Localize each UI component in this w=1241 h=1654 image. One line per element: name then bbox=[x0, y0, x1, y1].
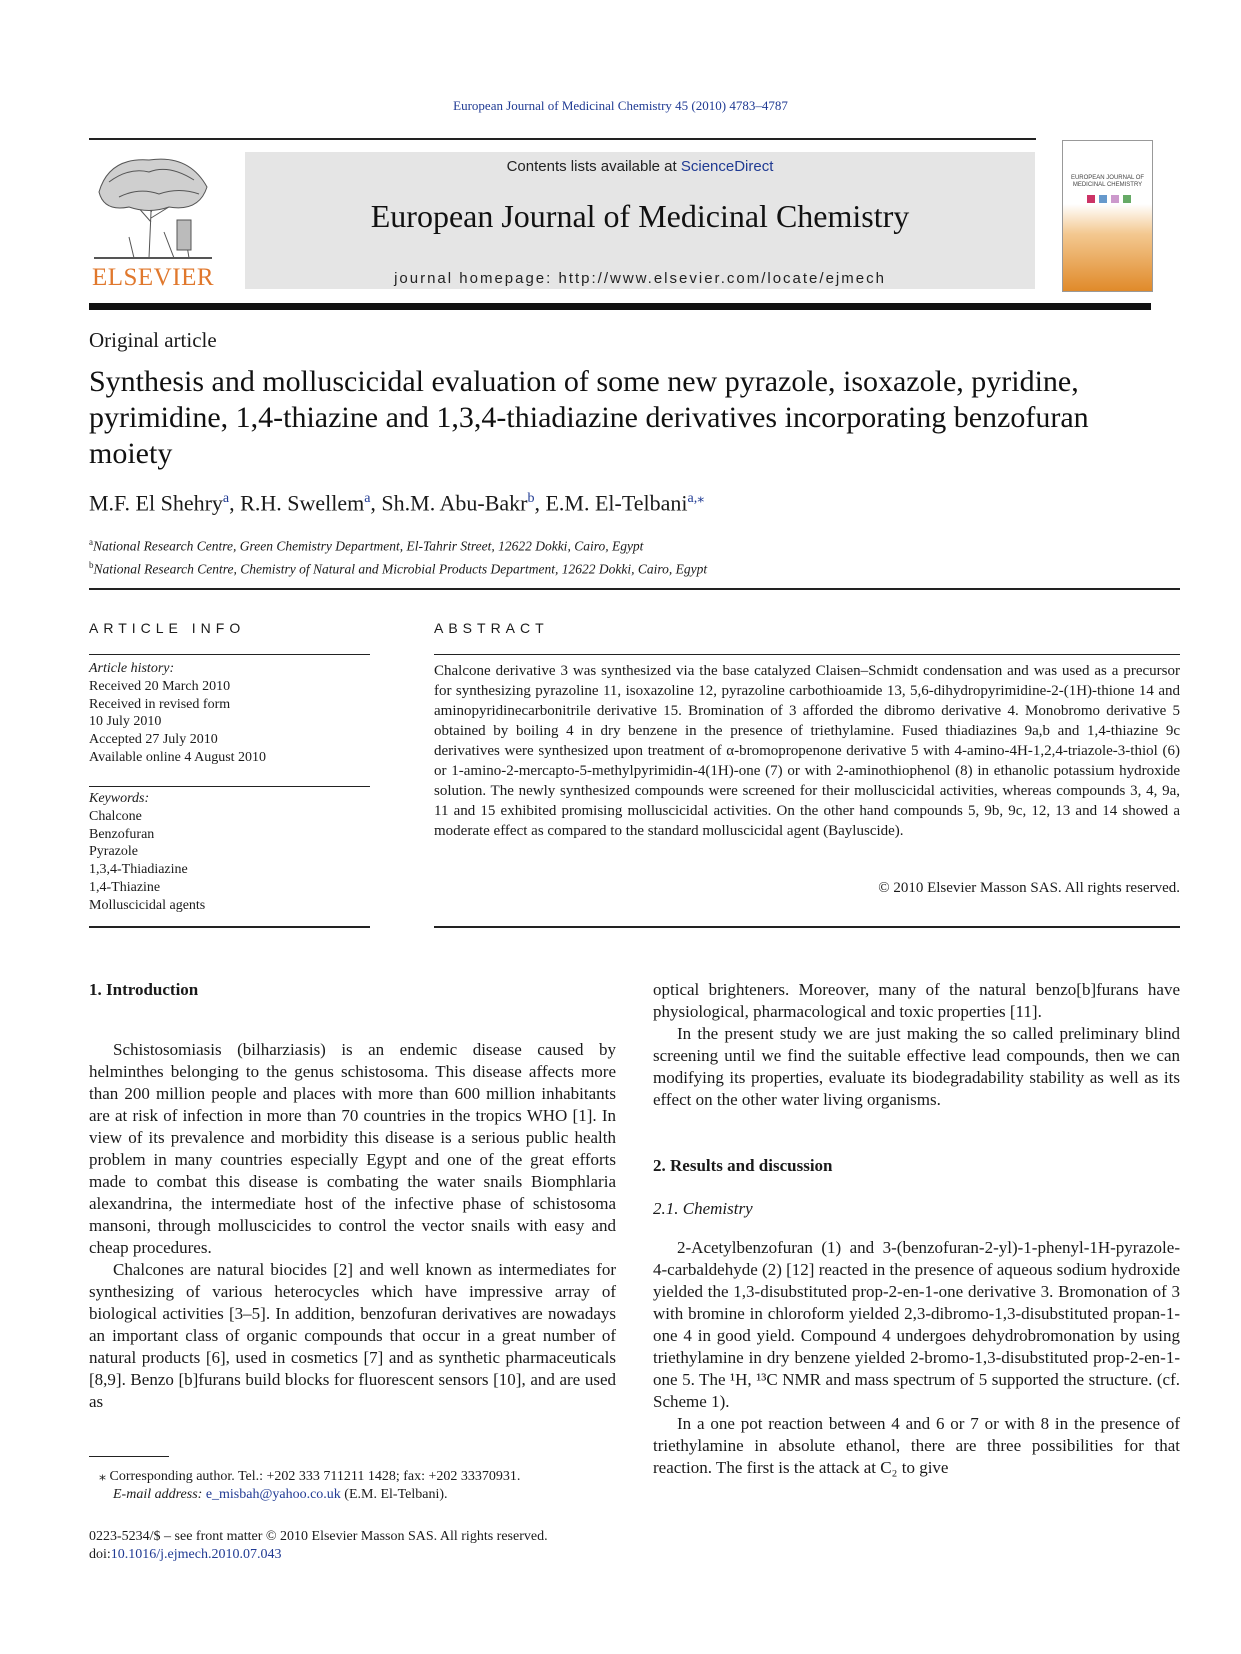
author-name: Sh.M. Abu-Bakr bbox=[381, 490, 528, 516]
cover-graphics-icon bbox=[1087, 195, 1137, 211]
keywords-rule bbox=[89, 786, 370, 787]
journal-cover[interactable] bbox=[1062, 140, 1153, 292]
email-suffix: (E.M. El-Telbani). bbox=[340, 1487, 448, 1502]
history-item: Accepted 27 July 2010 bbox=[89, 732, 218, 748]
keyword: Pyrazole bbox=[89, 844, 138, 860]
journal-title: European Journal of Medicinal Chemistry bbox=[370, 198, 910, 234]
info-rule bbox=[89, 654, 370, 655]
article-title: Synthesis and molluscicidal evaluation of some new pyrazole, isoxazole, pyridine, pyrimidine, 1,4-thiazine and 1,3,4-thiadiazine derivatives incorporating benzofuran moiety bbox=[89, 365, 1089, 470]
author-name: E.M. El-Telbani bbox=[545, 490, 688, 516]
front-matter bbox=[89, 1528, 629, 1564]
cover-title: EUROPEAN JOURNAL OF MEDICINAL CHEMISTRY bbox=[1070, 175, 1145, 188]
paragraph: Schistosomiasis (bilharziasis) is an endemic disease caused by helminthes belonging to the genus schistosoma. This disease affects more than 200 million people and places with more than 600 million inhabitants are at risk of infection in more than 70 countries in the tropics WHO [1]. In view of its prevalence and morbidity this disease is a serious public health problem in many countries especially Egypt and one of the great efforts made to combat this disease is combating the water snails Biomphlaria alexandrina, the intermediate host of the infective phase of schistosoma mansoni, through molluscicides to control the vector snails with easy and cheap procedures. bbox=[89, 1040, 616, 1257]
section-heading-introduction: 1. Introduction bbox=[89, 980, 199, 999]
header-rule bbox=[89, 138, 1036, 140]
keyword: Benzofuran bbox=[89, 826, 155, 842]
paragraph: optical brighteners. Moreover, many of the natural benzo[b]furans have physiological, pharmacological and toxic properties [11]. bbox=[653, 980, 1180, 1021]
history-item: Received in revised form bbox=[89, 696, 231, 712]
history-item: 10 July 2010 bbox=[89, 714, 162, 730]
subsection-heading-chemistry: 2.1. Chemistry bbox=[653, 1199, 753, 1218]
doi-link[interactable]: 10.1016/j.ejmech.2010.07.043 bbox=[110, 1547, 282, 1562]
corresponding-author: ⁎ Corresponding author. Tel.: +202 333 711211 1428; fax: +202 33370931. bbox=[99, 1469, 521, 1484]
article-info-heading: ARTICLE INFO bbox=[89, 620, 246, 636]
keywords bbox=[89, 790, 205, 915]
paragraph: 2-Acetylbenzofuran (1) and 3-(benzofuran-2-yl)-1-phenyl-1H-pyrazole-4-carbaldehyde (2) [12] reacted in the presence of aqueous sodium hydroxide yielded the 1,3-disubstituted prop-2-en-1-one derivative 3. Bromonation of 3 with bromine in chloroform yielded 2,3-dibromo-1,3-disubstituted propan-1-one 4 in good yield. Compound 4 undergoes dehydrobromonation by using triethylamine in dry benzene yielded 2-bromo-1,3-disubstituted prop-2-en-1-one 5. The ¹H, ¹³C NMR and mass spectrum of 5 supported the structure. (cf. Scheme 1). bbox=[653, 1238, 1180, 1411]
affiliation-sup: b bbox=[89, 559, 94, 570]
author-name: M.F. El Shehry bbox=[89, 490, 223, 516]
email-line bbox=[89, 1486, 629, 1504]
doi-line bbox=[89, 1546, 629, 1564]
keyword: 1,4-Thiazine bbox=[89, 879, 161, 895]
title-rule bbox=[89, 588, 1180, 590]
publisher-name: ELSEVIER bbox=[91, 264, 215, 291]
doi-label: doi: bbox=[89, 1547, 111, 1562]
history-item: Available online 4 August 2010 bbox=[89, 749, 267, 765]
article-type: Original article bbox=[89, 328, 217, 352]
keyword: Chalcone bbox=[89, 808, 142, 824]
history-item: Received 20 March 2010 bbox=[89, 678, 231, 694]
paragraph: Chalcones are natural biocides [2] and well known as intermediates for synthesizing of various heterocycles which have impressive array of biological activities [3–5]. In addition, benzofuran derivatives are nowadays an important class of organic compounds that occur in a great number of natural products [6], used in cosmetics [7] and as synthetic pharmaceuticals [8,9]. Benzo [b]furans build blocks for fluorescent sensors [10], and are used as bbox=[89, 1260, 616, 1411]
tree-icon bbox=[89, 152, 217, 260]
affiliation-sup: a bbox=[89, 537, 93, 547]
keyword: 1,3,4-Thiadiazine bbox=[89, 862, 188, 878]
masthead-rule bbox=[89, 303, 1151, 310]
author-name: R.H. Swellem bbox=[240, 490, 365, 516]
affiliation-item bbox=[89, 556, 707, 579]
affiliation-item bbox=[89, 533, 707, 556]
issn-line: 0223-5234/$ – see front matter © 2010 Elsevier Masson SAS. All rights reserved. bbox=[89, 1529, 548, 1544]
journal-citation[interactable]: European Journal of Medicinal Chemistry 45 (2010) 4783–4787 bbox=[453, 98, 788, 113]
affiliation-mark[interactable]: a,⁎ bbox=[687, 491, 705, 506]
affiliation-text: National Research Centre, Chemistry of Natural and Microbial Products Department, 12622 Dokki, Cairo, Egypt bbox=[93, 561, 708, 576]
abstract-rule bbox=[434, 654, 1180, 655]
paragraph: In a one pot reaction between 4 and 6 or 7 or with 8 in the presence of triethylamine in absolute ethanol, there are three possibilities for that reaction. The first is the attack at C₂ to give bbox=[653, 1414, 1180, 1477]
abstract-text: Chalcone derivative 3 was synthesized via the base catalyzed Claisen–Schmidt condensation and was used as a precursor for synthesizing pyrazoline 11, isoxazoline 12, pyrazoline carbothioamide 13, 5,6-dihydropyrimidine-2-(1H)-thione 14 and aminopyridinecarbonitrile derivative 15. Bromination of 3 afforded the dibromo derivative 4. Monobromo derivative 5 obtained by boiling 4 in dry benzene in the presence of triethylamine. Fused thiadiazines 9a,b and 1,4-thiazine 9c derivatives were synthesized upon treatment of α-bromopropenone derivative 5 with 4-amino-4H-1,2,4-triazole-3-thiol (6) or 1-amino-2-mercapto-5-methylpyrimidin-4(1H)-one (7) or with 2-aminothiophenol (8) in ethanolic potassium hydroxide solution. The newly synthesized compounds were screened for their molluscicidal activities, whereas compounds 3, 4, 9a, 11 and 15 exhibited promising molluscicidal activities. On the other hand compounds 5, 9b, 9c, 12, 13 and 14 showed a moderate effect as compared to the standard molluscicidal agent (Bayluscide). bbox=[434, 663, 1180, 839]
paragraph: In the present study we are just making the so called preliminary blind screening until we find the suitable effective lead compounds, then we can modifying its properties, evaluate its biodegradability stability as well as its effect on the other water living organisms. bbox=[653, 1024, 1180, 1109]
journal-homepage[interactable]: journal homepage: http://www.elsevier.com/locate/ejmech bbox=[394, 270, 886, 287]
affiliation-mark[interactable]: a bbox=[364, 491, 371, 506]
author-list: M.F. El Shehry$^a$, R.H. Swellem$^a$, Sh.M. Abu-Bakr$^b$, E.M. El-Telbani$^{a,⁎}$ bbox=[89, 490, 705, 516]
affiliation-text: National Research Centre, Green Chemistry Department, El-Tahrir Street, 12622 Dokki, Cairo, Egypt bbox=[93, 538, 644, 554]
sciencedirect-link[interactable]: ScienceDirect bbox=[680, 158, 774, 175]
article-history bbox=[89, 660, 266, 767]
contents-line bbox=[245, 158, 1035, 175]
info-bottom-rule bbox=[89, 926, 370, 928]
email-label: E-mail address: bbox=[113, 1487, 206, 1502]
footnote-rule bbox=[89, 1456, 169, 1457]
keyword: Molluscicidal agents bbox=[89, 897, 206, 913]
affiliation-mark[interactable]: a bbox=[222, 491, 230, 506]
abstract-bottom-rule bbox=[434, 926, 1180, 928]
email-link[interactable]: e_misbah@yahoo.co.uk bbox=[205, 1487, 341, 1502]
history-label: Article history: bbox=[89, 661, 175, 676]
affiliations bbox=[89, 533, 707, 578]
abstract-copyright: © 2010 Elsevier Masson SAS. All rights reserved. bbox=[878, 880, 1180, 896]
section-heading-results: 2. Results and discussion bbox=[653, 1156, 833, 1175]
right-column-top bbox=[653, 979, 1180, 1111]
elsevier-logo[interactable] bbox=[89, 152, 217, 292]
abstract-heading: ABSTRACT bbox=[434, 620, 549, 636]
masthead bbox=[245, 152, 1035, 289]
right-column-chemistry bbox=[653, 1237, 1180, 1479]
corresponding-footnote bbox=[89, 1468, 629, 1504]
contents-prefix: Contents lists available at bbox=[506, 158, 681, 175]
left-column bbox=[89, 1039, 616, 1413]
affiliation-mark[interactable]: b bbox=[527, 491, 535, 506]
keywords-label: Keywords: bbox=[89, 791, 150, 806]
